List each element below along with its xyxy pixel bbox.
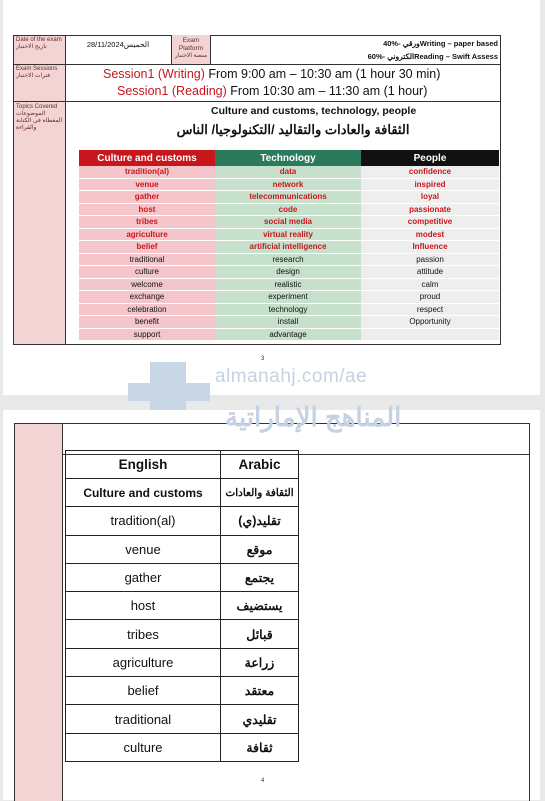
- vocab-cell-culture: culture: [79, 266, 215, 279]
- label-column: [13, 35, 66, 345]
- arabic-word: تقليدي: [221, 705, 299, 733]
- sessions-label-en: Exam Sessions: [16, 66, 58, 72]
- vocab-cell-technology: realistic: [215, 278, 361, 291]
- vocab-header-row: [79, 150, 499, 166]
- arabic-word: يجتمع: [221, 563, 299, 591]
- english-word: host: [66, 592, 221, 620]
- date-label: [16, 37, 64, 51]
- table-row: [79, 203, 499, 216]
- vocab-cell-technology: install: [215, 316, 361, 329]
- arabic-word: زراعة: [221, 648, 299, 676]
- vocab-cell-technology: design: [215, 266, 361, 279]
- english-word: belief: [66, 677, 221, 705]
- english-arabic-table: [65, 450, 299, 762]
- vocab-cell-technology: experiment: [215, 291, 361, 304]
- table-row: [79, 278, 499, 291]
- category-row: [66, 479, 299, 507]
- table-row: [66, 592, 299, 620]
- watermark-arabic: المناهج الإماراتية: [225, 402, 402, 432]
- platform-label: [173, 37, 209, 60]
- vocab-cell-technology: code: [215, 203, 361, 216]
- topics-label-ar: الموضوعات المغطاة في الكتابة والقراءة: [16, 111, 63, 131]
- vocab-cell-people: [361, 328, 499, 341]
- table-row: [66, 677, 299, 705]
- vocab-cell-technology: virtual reality: [215, 228, 361, 241]
- vocab-body: [79, 166, 499, 341]
- table-row: [79, 316, 499, 329]
- table-row: [66, 705, 299, 733]
- vocab-cell-people: passion: [361, 253, 499, 266]
- header-people: People: [361, 150, 499, 166]
- table-row: [79, 328, 499, 341]
- page4-label-column: [15, 424, 63, 801]
- watermark-url: almanahj.com/ae: [215, 366, 368, 387]
- topics-label-en: Topics Covered: [16, 104, 58, 110]
- page-number: 3: [261, 356, 265, 362]
- english-arabic-body: [66, 451, 299, 762]
- table-row: [66, 648, 299, 676]
- table-row: [66, 535, 299, 563]
- session-reading: [117, 84, 427, 98]
- vocab-cell-people: confidence: [361, 166, 499, 178]
- vocab-cell-culture: belief: [79, 241, 215, 254]
- topics-label: [16, 104, 64, 132]
- vocab-cell-culture: gather: [79, 191, 215, 204]
- vocab-cell-technology: advantage: [215, 328, 361, 341]
- vocab-cell-technology: network: [215, 178, 361, 191]
- english-word: tribes: [66, 620, 221, 648]
- table-row: [79, 291, 499, 304]
- vocab-cell-technology: social media: [215, 216, 361, 229]
- vocab-cell-people: inspired: [361, 178, 499, 191]
- table-row: [79, 216, 499, 229]
- table-row: [66, 507, 299, 535]
- vocab-cell-people: calm: [361, 278, 499, 291]
- page-number: 4: [261, 778, 265, 784]
- session-writing-name: Session1 (Writing): [103, 67, 205, 81]
- header-technology: Technology: [215, 150, 361, 166]
- topics-title-ar: الثقافة والعادات والتقاليد /التكنولوجيا/ الناس: [176, 122, 410, 137]
- english-word: culture: [66, 733, 221, 761]
- english-word: gather: [66, 563, 221, 591]
- watermark-logo-shape: [128, 383, 210, 401]
- arabic-word: تقليد(ي): [221, 507, 299, 535]
- arabic-word: ثقافة: [221, 733, 299, 761]
- date-label-en: Date of the exam: [16, 37, 62, 43]
- table-row: [66, 620, 299, 648]
- session-reading-name: Session1 (Reading): [117, 84, 227, 98]
- vocab-cell-people: proud: [361, 291, 499, 304]
- table-row: [79, 191, 499, 204]
- platform-label-en: Exam Platform: [178, 37, 204, 52]
- platform-line-writing: 40%- ورقيWriting – paper based: [383, 39, 498, 48]
- vocab-cell-culture: agriculture: [79, 228, 215, 241]
- english-word: venue: [66, 535, 221, 563]
- table-row: [79, 253, 499, 266]
- category-english: Culture and customs: [66, 479, 221, 507]
- vocab-cell-technology: technology: [215, 303, 361, 316]
- sessions-label-ar: فترات الاختبار: [16, 73, 51, 79]
- vocab-cell-technology: telecommunications: [215, 191, 361, 204]
- topics-title-en: Culture and customs, technology, people: [211, 105, 417, 117]
- vocab-cell-people: passionate: [361, 203, 499, 216]
- vocab-cell-culture: tradition(al): [79, 166, 215, 178]
- arabic-word: موقع: [221, 535, 299, 563]
- header-culture: Culture and customs: [79, 150, 215, 166]
- arabic-word: معتقد: [221, 677, 299, 705]
- arabic-word: يستضيف: [221, 592, 299, 620]
- vocab-cell-people: Opportunity: [361, 316, 499, 329]
- vocab-cell-culture: welcome: [79, 278, 215, 291]
- vocab-cell-people: loyal: [361, 191, 499, 204]
- table-row: [79, 178, 499, 191]
- platform-line-reading: 60%- الكترونيReading – Swift Assess: [367, 52, 498, 61]
- vocab-cell-culture: support: [79, 328, 215, 341]
- table-row: [66, 563, 299, 591]
- english-word: traditional: [66, 705, 221, 733]
- table-row: [79, 266, 499, 279]
- date-value: الخميس28/11/2024: [86, 40, 150, 49]
- table-header-row: [66, 451, 299, 479]
- session-reading-time: From 10:30 am – 11:30 am (1 hour): [226, 84, 428, 98]
- vocab-cell-people: attitude: [361, 266, 499, 279]
- table-row: [66, 733, 299, 761]
- header-english: English: [66, 451, 221, 479]
- vocab-cell-culture: venue: [79, 178, 215, 191]
- session-writing: [103, 67, 440, 81]
- category-arabic: الثقافة والعادات: [221, 479, 299, 507]
- vocab-cell-technology: research: [215, 253, 361, 266]
- header-arabic: Arabic: [221, 451, 299, 479]
- document-page-3: [3, 0, 540, 395]
- vocab-cell-technology: artificial intelligence: [215, 241, 361, 254]
- vocab-cell-culture: benefit: [79, 316, 215, 329]
- english-word: tradition(al): [66, 507, 221, 535]
- vocabulary-table: [79, 150, 499, 341]
- vocab-cell-technology: data: [215, 166, 361, 178]
- vocab-cell-people: competitive: [361, 216, 499, 229]
- platform-label-ar: منصة الاختبار: [174, 53, 208, 59]
- table-row: [79, 228, 499, 241]
- divider: [13, 101, 501, 102]
- english-word: agriculture: [66, 648, 221, 676]
- vocab-cell-culture: exchange: [79, 291, 215, 304]
- sessions-label: [16, 66, 64, 80]
- vocab-cell-culture: celebration: [79, 303, 215, 316]
- vocab-cell-culture: traditional: [79, 253, 215, 266]
- date-label-ar: تاريخ الاختبار: [16, 44, 47, 50]
- table-row: [79, 241, 499, 254]
- table-row: [79, 166, 499, 178]
- vocab-cell-people: modest: [361, 228, 499, 241]
- divider: [13, 64, 501, 65]
- vocab-cell-people: Influence: [361, 241, 499, 254]
- vocab-cell-culture: host: [79, 203, 215, 216]
- vocab-cell-culture: tribes: [79, 216, 215, 229]
- vocab-cell-people: respect: [361, 303, 499, 316]
- session-writing-time: From 9:00 am – 10:30 am (1 hour 30 min): [204, 67, 441, 81]
- arabic-word: قبائل: [221, 620, 299, 648]
- table-row: [79, 303, 499, 316]
